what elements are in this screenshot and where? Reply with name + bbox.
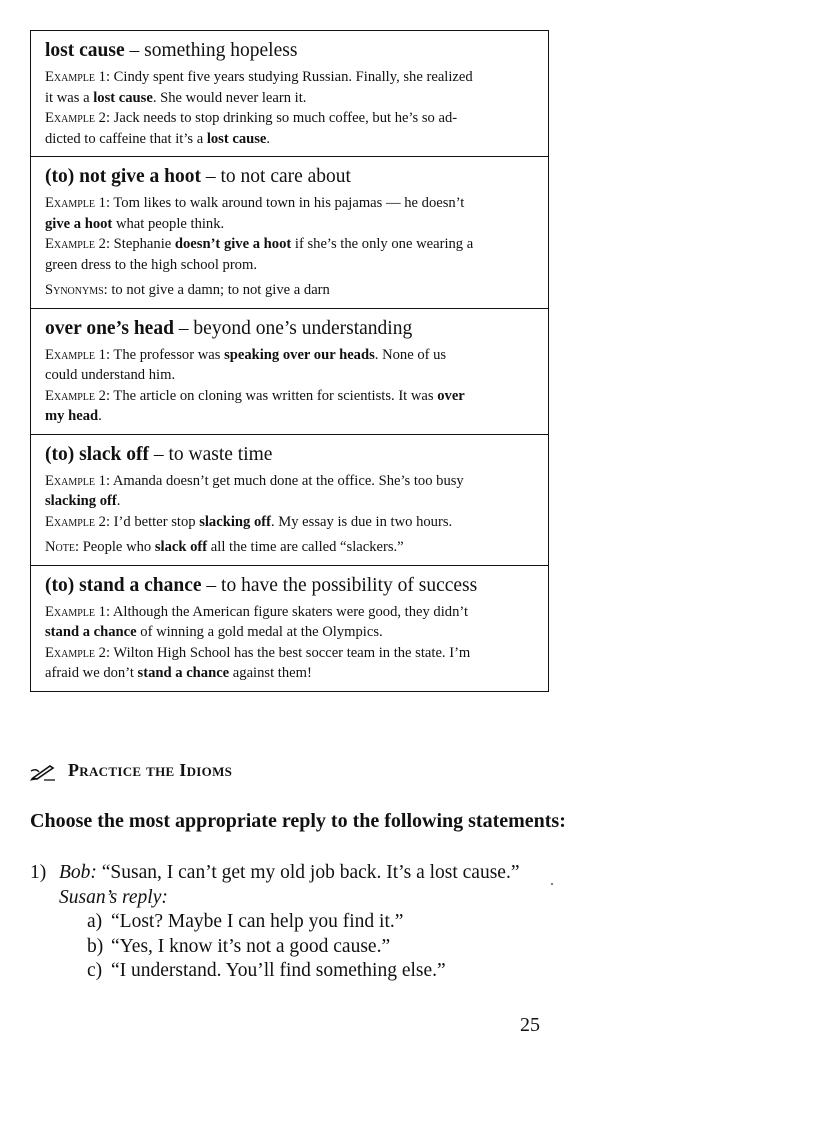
example-label: Example 2: (45, 644, 111, 661)
example-text: . She would never learn it. (152, 89, 307, 106)
option-text: “Yes, I know it’s not a good cause.” (111, 935, 391, 957)
idiom-usage: lost cause (93, 89, 153, 106)
example-line (45, 643, 535, 664)
example-label: Example 1: (45, 603, 111, 620)
reply-label: Susan’s reply: (59, 886, 168, 908)
answer-option-b (30, 935, 519, 960)
idiom-definition: – to waste time (148, 443, 273, 465)
pen-writing-icon (30, 761, 56, 781)
example-label: Example 2: (45, 110, 111, 126)
example-text: . (266, 130, 271, 147)
option-letter: b) (87, 935, 104, 957)
example-text: . My essay is due in two hours. (270, 513, 453, 530)
idiom-heading (45, 574, 535, 598)
example-label: Example 2: (45, 236, 111, 252)
example-text: Jack needs to stop drinking so much coffee, but he’s so ad- (110, 110, 458, 126)
example-line (45, 193, 535, 214)
idiom-heading (45, 39, 535, 63)
example-text: I’d better stop (110, 513, 200, 530)
example-label: Example 2: (45, 387, 111, 404)
idiom-entry (31, 435, 548, 566)
idiom-entry (31, 566, 548, 691)
example-text: if she’s the only one wearing a (291, 236, 474, 252)
question-1 (30, 861, 519, 984)
example-label: Example 1: (45, 69, 111, 85)
example-line (45, 386, 535, 407)
instructions: Choose the most appropriate reply to the following statements: (30, 810, 566, 832)
example-line (45, 234, 535, 255)
idiom-term: (to) not give a hoot (45, 166, 201, 187)
example-label: Synonyms: (45, 282, 108, 298)
stray-mark (551, 883, 553, 885)
idiom-term: lost cause (45, 40, 125, 61)
idiom-term: (to) slack off (45, 443, 149, 465)
example-line (45, 622, 535, 643)
example-text: . None of us (374, 346, 447, 363)
example-line (45, 129, 535, 150)
example-text: afraid we don’t (45, 665, 138, 681)
example-text: Although the American figure skaters were good, they didn’t (110, 603, 469, 620)
example-line (45, 67, 535, 88)
idiom-heading (45, 443, 535, 467)
practice-heading-text: Practice the Idioms (68, 760, 233, 780)
answer-option-a (30, 910, 519, 935)
idiom-usage: stand a chance (45, 624, 137, 640)
idiom-heading (45, 317, 535, 341)
option-letter: a) (87, 911, 103, 932)
example-text: The professor was (110, 346, 225, 363)
question-speaker: Bob: (59, 862, 97, 883)
idiom-usage: slack off (154, 539, 208, 555)
idiom-definition: – to not care about (200, 166, 351, 187)
idiom-entry (31, 157, 548, 309)
page-number: 25 (520, 1014, 540, 1036)
example-line (45, 471, 535, 492)
example-line (45, 345, 535, 366)
example-text: Stephanie (110, 236, 175, 252)
example-text: what people think. (112, 215, 225, 232)
example-text: all the time are called “slackers.” (207, 539, 404, 555)
idiom-usage: slacking off (199, 513, 271, 530)
idiom-definition: – something hopeless (124, 40, 298, 61)
example-text: of winning a gold medal at the Olympics. (136, 624, 383, 640)
example-text: Cindy spent five years studying Russian. Finally, she realized (110, 69, 473, 85)
example-label: Example 1: (45, 346, 111, 363)
idiom-usage: over (437, 387, 465, 404)
example-label: Example 1: (45, 472, 111, 489)
example-label: Example 2: (45, 513, 111, 530)
example-line (45, 512, 535, 533)
example-text: . (98, 408, 102, 424)
example-line (45, 280, 535, 301)
idiom-usage: my head (45, 408, 99, 424)
example-line (45, 491, 535, 512)
practice-heading (30, 760, 232, 781)
example-line (45, 602, 535, 623)
idiom-entry (31, 309, 548, 435)
example-text: Amanda doesn’t get much done at the office. She’s too busy (110, 472, 464, 489)
example-line (45, 214, 535, 235)
idiom-usage: stand a chance (137, 665, 230, 681)
idiom-term: (to) stand a chance (45, 574, 202, 596)
example-text: . (116, 493, 121, 509)
option-letter: c) (87, 960, 103, 981)
example-text: The article on cloning was written for scientists. It was (110, 387, 438, 404)
example-label: Note: (45, 539, 80, 555)
example-line (45, 406, 535, 427)
example-text: it was a (45, 89, 94, 106)
example-text: to not give a damn; to not give a darn (107, 282, 330, 298)
idiom-usage: slacking off (45, 493, 117, 509)
idiom-entry (31, 31, 548, 157)
example-text: green dress to the high school prom. (45, 256, 257, 273)
example-line (45, 88, 535, 109)
example-text: could understand him. (45, 367, 176, 383)
question-statement: “Susan, I can’t get my old job back. It’s a lost cause.” (96, 862, 520, 883)
example-text: against them! (229, 665, 312, 681)
example-line (45, 108, 535, 129)
idiom-definition: – beyond one’s understanding (173, 317, 413, 339)
example-text: People who (79, 539, 155, 555)
option-text: “Lost? Maybe I can help you find it.” (111, 911, 404, 932)
idiom-usage: give a hoot (45, 215, 113, 232)
example-text: Tom likes to walk around town in his pajamas — he doesn’t (110, 195, 465, 211)
idiom-term: over one’s head (45, 317, 174, 339)
idiom-heading (45, 165, 535, 189)
idiom-definition: – to have the possibility of success (201, 574, 478, 596)
idiom-usage: speaking over our heads (224, 346, 375, 363)
example-line (45, 537, 535, 558)
example-line (45, 663, 535, 684)
example-label: Example 1: (45, 195, 111, 211)
question-number: 1) (30, 862, 47, 883)
option-text: “I understand. You’ll find something else.” (111, 960, 446, 981)
idiom-definitions-box (30, 30, 549, 692)
example-text: dicted to caffeine that it’s a (45, 130, 207, 147)
example-line (45, 255, 535, 276)
idiom-usage: lost cause (206, 130, 267, 147)
idiom-usage: doesn’t give a hoot (174, 236, 292, 252)
example-text: Wilton High School has the best soccer team in the state. I’m (110, 644, 471, 661)
answer-option-c (30, 959, 519, 984)
example-line (45, 365, 535, 386)
